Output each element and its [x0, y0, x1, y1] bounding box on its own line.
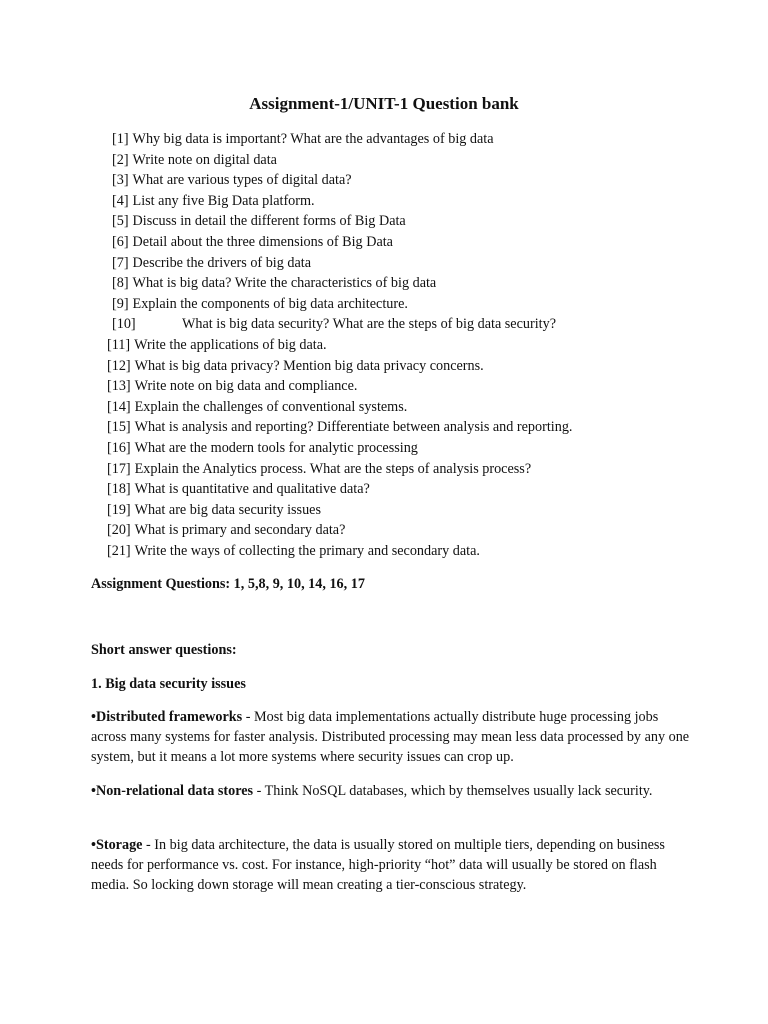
- question-text: What is quantitative and qualitative data?: [134, 481, 370, 498]
- question-text: Write note on big data and compliance.: [134, 378, 358, 395]
- question-number: [11]: [107, 336, 131, 353]
- question-text: What is primary and secondary data?: [134, 522, 346, 539]
- question-text: What is big data security? What are the steps of big data security?: [182, 316, 556, 333]
- question-number: [13]: [107, 378, 131, 395]
- question-number: [19]: [107, 501, 131, 518]
- question-item: [0, 232, 768, 253]
- question-text: Explain the Analytics process. What are the steps of analysis process?: [134, 460, 532, 477]
- question-number: [15]: [107, 419, 131, 436]
- question-item: [0, 438, 768, 459]
- question-number: [1]: [112, 131, 129, 147]
- question-text: Write note on digital data: [132, 151, 277, 168]
- question-item: [0, 191, 768, 212]
- paragraph-storage: [91, 835, 691, 896]
- question-number: [14]: [107, 398, 131, 415]
- question-item: [0, 417, 768, 438]
- question-item: [0, 397, 768, 418]
- question-item: [0, 500, 768, 521]
- question-text: Write the ways of collecting the primary and secondary data.: [134, 542, 480, 559]
- question-text: Explain the challenges of conventional systems.: [134, 398, 408, 415]
- short-answer-heading: Short answer questions:: [91, 642, 237, 658]
- paragraph-term: •Distributed frameworks: [91, 709, 243, 725]
- question-number: [12]: [107, 357, 131, 374]
- paragraph-text: - Most big data implementations actually distribute huge processing jobs across many systems for faster analysis. Distributed processing may mean less data processed by any one system, but it means a lot more systems where security issues can crop up.: [91, 709, 690, 766]
- question-text: Explain the components of big data architecture.: [132, 295, 408, 312]
- question-text: Detail about the three dimensions of Big Data: [132, 233, 393, 250]
- question-text: Write the applications of big data.: [134, 336, 327, 353]
- assignment-questions-line: Assignment Questions: 1, 5,8, 9, 10, 14, 16, 17: [91, 576, 365, 592]
- question-number: [21]: [107, 542, 131, 559]
- question-item: [0, 294, 768, 315]
- question-text: What are the modern tools for analytic processing: [134, 439, 418, 456]
- question-number: [4]: [112, 192, 129, 209]
- question-number: [8]: [112, 275, 129, 292]
- question-number: [18]: [107, 481, 131, 498]
- question-item: [0, 170, 768, 191]
- question-number: [3]: [112, 172, 129, 189]
- page-title: Assignment-1/UNIT-1 Question bank: [249, 94, 519, 113]
- paragraph-term: •Non-relational data stores: [91, 783, 254, 799]
- question-item: [0, 520, 768, 541]
- paragraph-term: •Storage: [91, 837, 143, 853]
- question-item: [0, 479, 768, 500]
- question-item: [0, 335, 768, 356]
- question-text: What are various types of digital data?: [132, 172, 352, 189]
- question-item: [0, 273, 768, 294]
- question-text: List any five Big Data platform.: [132, 192, 315, 209]
- question-number: [2]: [112, 151, 129, 168]
- question-item: [0, 129, 768, 150]
- question-number: [16]: [107, 439, 131, 456]
- question-list: [0, 129, 768, 561]
- question-item: [0, 541, 768, 562]
- question-item: [0, 314, 768, 335]
- question-number: [9]: [112, 295, 129, 312]
- question-number: [20]: [107, 522, 131, 539]
- question-text: What are big data security issues: [134, 501, 321, 518]
- question-number: [7]: [112, 254, 129, 271]
- question-item: [0, 150, 768, 171]
- paragraph-distributed-frameworks: [91, 707, 691, 768]
- question-number: [6]: [112, 233, 129, 250]
- question-text: What is big data? Write the characteristics of big data: [132, 275, 437, 292]
- question-number: [10]: [112, 316, 136, 333]
- paragraph-text: - In big data architecture, the data is usually stored on multiple tiers, depending on business needs for performance vs. cost. For instance, high-priority “hot” data will usually be stored on flash media. So locking down storage will mean creating a tier-conscious strategy.: [91, 837, 665, 894]
- paragraph-text: - Think NoSQL databases, which by themselves usually lack security.: [253, 783, 653, 799]
- question-item: [0, 376, 768, 397]
- question-text: What is analysis and reporting? Differentiate between analysis and reporting.: [134, 419, 573, 436]
- question-text: Describe the drivers of big data: [132, 254, 312, 271]
- question-number: [5]: [112, 213, 129, 230]
- section-heading-security-issues: 1. Big data security issues: [91, 676, 246, 692]
- question-text: Discuss in detail the different forms of Big Data: [132, 213, 406, 230]
- question-number: [17]: [107, 460, 131, 477]
- question-item: [0, 253, 768, 274]
- paragraph-non-relational-stores: [91, 781, 691, 801]
- question-item: [0, 356, 768, 377]
- question-text: What is big data privacy? Mention big data privacy concerns.: [134, 357, 484, 374]
- question-item: [0, 211, 768, 232]
- question-text: Why big data is important? What are the advantages of big data: [132, 131, 494, 147]
- question-item: [0, 459, 768, 480]
